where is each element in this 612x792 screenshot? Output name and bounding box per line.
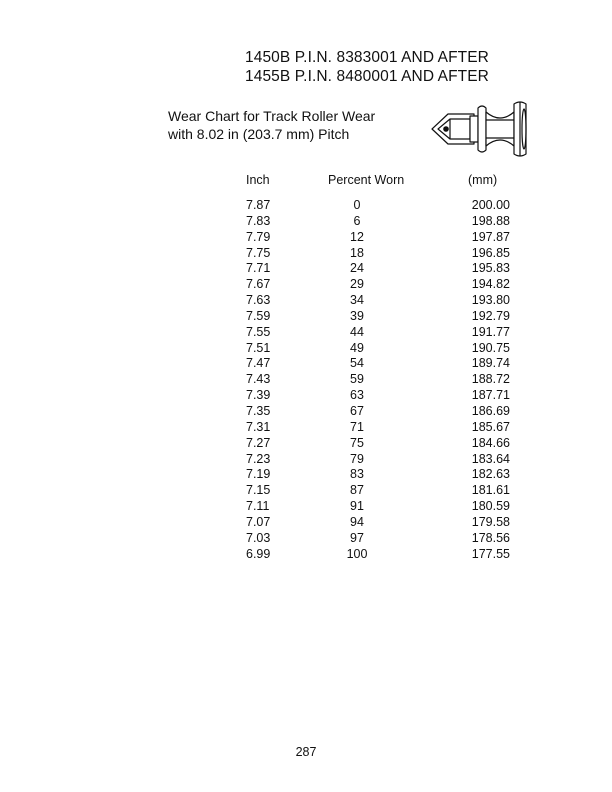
header-line-1450b: 1450B P.I.N. 8383001 AND AFTER <box>245 49 489 66</box>
cell-mm: 178.56 <box>471 530 510 545</box>
table-row <box>0 277 612 293</box>
cell-inch: 7.15 <box>246 483 271 498</box>
cell-mm: 190.75 <box>471 340 510 355</box>
cell-percent-worn: 94 <box>350 514 364 529</box>
cell-inch: 7.35 <box>246 403 271 418</box>
cell-mm: 181.61 <box>471 483 510 498</box>
cell-inch: 7.27 <box>246 435 271 450</box>
cell-mm: 180.59 <box>471 499 510 514</box>
cell-percent-worn: 83 <box>350 467 364 482</box>
cell-inch: 7.19 <box>246 467 271 482</box>
table-row <box>0 372 612 388</box>
cell-percent-worn: 6 <box>353 213 361 228</box>
cell-percent-worn: 100 <box>346 546 368 561</box>
cell-percent-worn: 75 <box>350 435 364 450</box>
cell-inch: 7.39 <box>246 388 271 403</box>
cell-mm: 188.72 <box>471 372 510 387</box>
cell-mm: 185.67 <box>471 419 510 434</box>
cell-inch: 7.11 <box>246 499 270 514</box>
cell-mm: 195.83 <box>471 261 510 276</box>
table-row <box>0 436 612 452</box>
cell-mm: 192.79 <box>471 308 510 323</box>
cell-inch: 7.63 <box>246 293 271 308</box>
cell-inch: 7.87 <box>246 198 271 212</box>
table-row <box>0 467 612 483</box>
cell-mm: 187.71 <box>471 388 510 403</box>
cell-inch: 7.83 <box>246 213 271 228</box>
cell-inch: 7.79 <box>246 229 271 244</box>
cell-inch: 7.51 <box>246 340 271 355</box>
cell-percent-worn: 34 <box>350 293 364 308</box>
page-number: 287 <box>295 745 317 759</box>
cell-mm: 191.77 <box>471 324 510 339</box>
cell-inch: 7.55 <box>246 324 271 339</box>
cell-percent-worn: 54 <box>350 356 364 371</box>
cell-inch: 7.43 <box>246 372 271 387</box>
track-roller-illustration-icon <box>430 98 530 160</box>
cell-percent-worn: 44 <box>350 324 364 339</box>
cell-mm: 179.58 <box>471 514 510 529</box>
cell-percent-worn: 59 <box>350 372 364 387</box>
table-row <box>0 531 612 547</box>
cell-percent-worn: 79 <box>350 451 364 466</box>
cell-percent-worn: 12 <box>350 229 364 244</box>
cell-percent-worn: 0 <box>353 198 361 212</box>
header-line-1455b: 1455B P.I.N. 8480001 AND AFTER <box>245 68 489 85</box>
cell-inch: 7.23 <box>246 451 271 466</box>
cell-inch: 7.75 <box>246 245 271 260</box>
table-row <box>0 515 612 531</box>
wear-table-body <box>0 198 612 562</box>
table-row <box>0 356 612 372</box>
table-row <box>0 309 612 325</box>
cell-percent-worn: 87 <box>350 483 364 498</box>
table-row <box>0 293 612 309</box>
cell-mm: 186.69 <box>471 403 510 418</box>
cell-mm: 196.85 <box>471 245 510 260</box>
table-row <box>0 325 612 341</box>
cell-inch: 6.99 <box>246 546 271 561</box>
column-header-mm: (mm) <box>468 173 498 187</box>
table-row <box>0 420 612 436</box>
chart-title-line-1: Wear Chart for Track Roller Wear <box>168 108 376 124</box>
table-row <box>0 261 612 277</box>
cell-mm: 177.55 <box>471 546 510 561</box>
cell-inch: 7.31 <box>246 419 271 434</box>
cell-percent-worn: 29 <box>350 277 364 292</box>
cell-inch: 7.07 <box>246 514 271 529</box>
cell-percent-worn: 39 <box>350 308 364 323</box>
cell-percent-worn: 18 <box>350 245 364 260</box>
table-row <box>0 483 612 499</box>
cell-mm: 197.87 <box>471 229 510 244</box>
cell-mm: 182.63 <box>471 467 510 482</box>
table-row <box>0 341 612 357</box>
cell-inch: 7.59 <box>246 308 271 323</box>
cell-mm: 183.64 <box>471 451 510 466</box>
table-row <box>0 230 612 246</box>
cell-percent-worn: 49 <box>350 340 364 355</box>
cell-percent-worn: 71 <box>350 419 364 434</box>
table-row <box>0 452 612 468</box>
cell-percent-worn: 67 <box>350 403 364 418</box>
cell-mm: 193.80 <box>471 293 510 308</box>
cell-mm: 200.00 <box>471 198 510 212</box>
table-row <box>0 246 612 262</box>
table-row <box>0 404 612 420</box>
cell-percent-worn: 91 <box>350 499 364 514</box>
column-header-percent-worn: Percent Worn <box>328 173 405 187</box>
table-row <box>0 198 612 214</box>
cell-inch: 7.03 <box>246 530 271 545</box>
table-row <box>0 499 612 515</box>
chart-title-line-2: with 8.02 in (203.7 mm) Pitch <box>168 126 350 142</box>
cell-inch: 7.71 <box>246 261 271 276</box>
cell-mm: 189.74 <box>471 356 510 371</box>
cell-inch: 7.67 <box>246 277 271 292</box>
cell-inch: 7.47 <box>246 356 271 371</box>
table-row <box>0 388 612 404</box>
cell-percent-worn: 24 <box>350 261 364 276</box>
cell-mm: 194.82 <box>471 277 510 292</box>
cell-mm: 184.66 <box>471 435 510 450</box>
column-header-inch: Inch <box>246 173 270 187</box>
cell-mm: 198.88 <box>471 213 510 228</box>
cell-percent-worn: 63 <box>350 388 364 403</box>
table-row <box>0 547 612 563</box>
cell-percent-worn: 97 <box>350 530 364 545</box>
table-row <box>0 214 612 230</box>
